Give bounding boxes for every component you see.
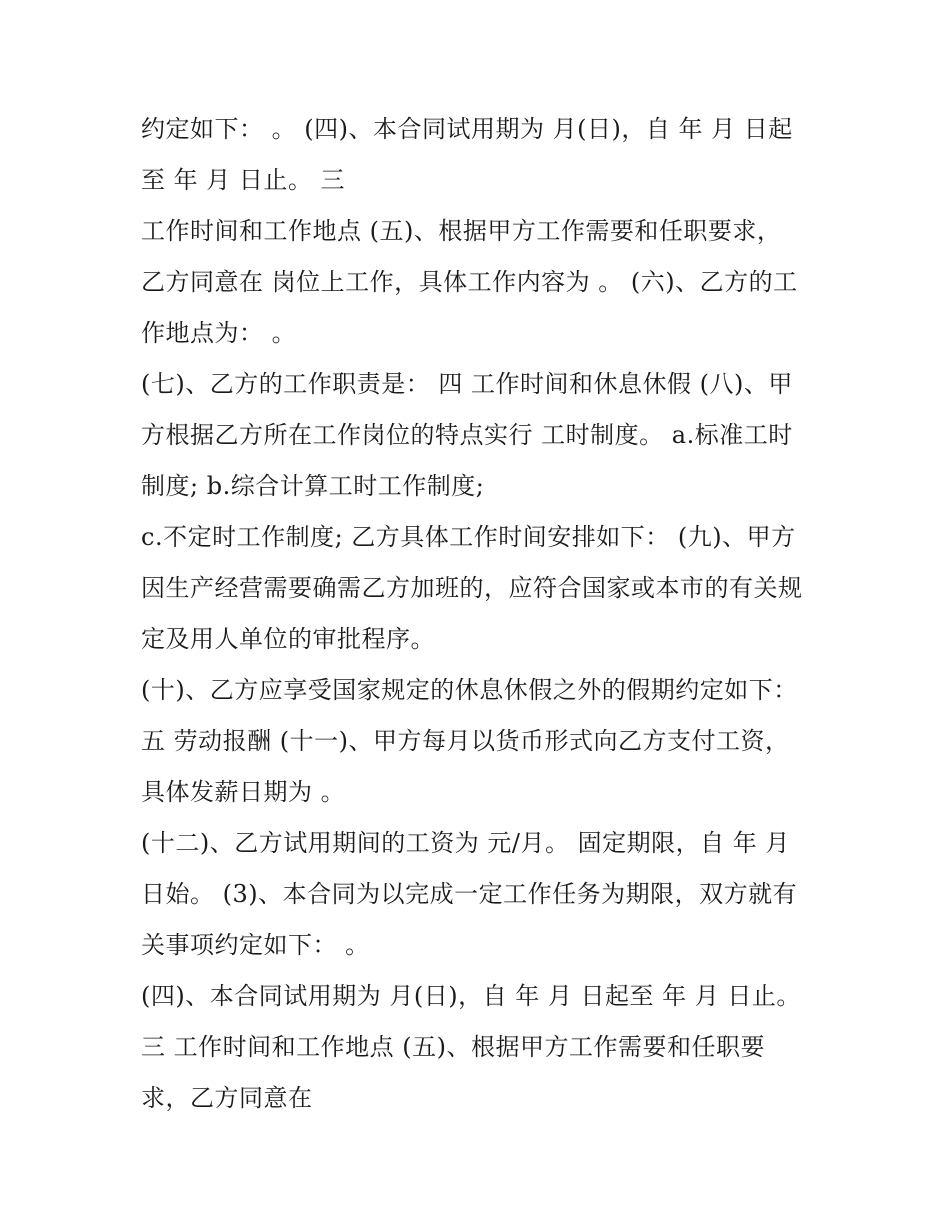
text-line: 关事项约定如下： 。 — [141, 931, 370, 959]
text-line: 乙方同意在 岗位上工作，具体工作内容为 。 (六)、乙方的工 — [141, 268, 798, 296]
contract-text-body — [141, 104, 831, 1124]
text-line: 日始。 (3)、本合同为以完成一定工作任务为期限，双方就有 — [141, 880, 798, 908]
text-line: (四)、本合同试用期为 月(日)，自 年 月 日起至 年 月 日止。 — [141, 982, 801, 1010]
text-line: (七)、乙方的工作职责是： 四 工作时间和休息休假 (八)、甲 — [141, 370, 793, 398]
text-line: 因生产经营需要确需乙方加班的，应符合国家或本市的有关规 — [141, 574, 803, 602]
text-line: 方根据乙方所在工作岗位的特点实行 工时制度。 a.标准工时 — [141, 421, 793, 449]
text-line: 具体发薪日期为 。 — [141, 778, 346, 806]
text-line: 工作时间和工作地点 (五)、根据甲方工作需要和任职要求， — [141, 217, 782, 245]
text-line: 制度; b.综合计算工时工作制度; — [141, 472, 485, 500]
text-line: 定及用人单位的审批程序。 — [141, 625, 435, 653]
text-line: c.不定时工作制度; 乙方具体工作时间安排如下： (九)、甲方 — [141, 523, 796, 551]
text-line: 求，乙方同意在 — [141, 1084, 313, 1112]
text-line: 约定如下： 。 (四)、本合同试用期为 月(日)，自 年 月 日起 — [141, 115, 793, 143]
text-line: 五 劳动报酬 (十一)、甲方每月以货币形式向乙方支付工资， — [141, 727, 790, 755]
text-line: (十)、乙方应享受国家规定的休息休假之外的假期约定如下： — [141, 676, 798, 704]
text-line: 三 工作时间和工作地点 (五)、根据甲方工作需要和任职要 — [141, 1033, 765, 1061]
text-line: 至 年 月 日止。 三 — [141, 166, 346, 194]
text-line: 作地点为： 。 — [141, 319, 297, 347]
text-line: (十二)、乙方试用期间的工资为 元/月。 固定期限，自 年 月 — [141, 829, 790, 857]
